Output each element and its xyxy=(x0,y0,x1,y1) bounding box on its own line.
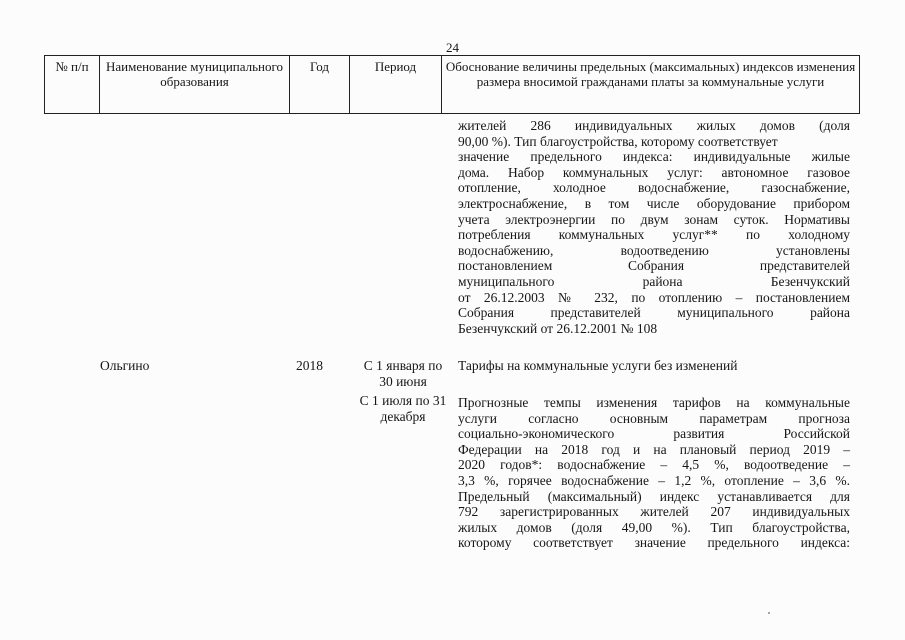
text-line: Безенчукский от 26.12.2001 № 108 xyxy=(458,320,658,336)
text-line: дома. Набор коммунальных услуг: автономное газовое xyxy=(458,164,850,180)
text-line: 90,00 %). Тип благоустройства, которому соответствует xyxy=(458,133,778,149)
text-line: 2020 годов*: водоснабжение – 4,5 %, водоотведение – xyxy=(458,457,850,473)
text-line: жителей 286 индивидуальных жилых домов (доля xyxy=(458,118,850,133)
page-number: 24 xyxy=(446,40,459,55)
text-line: постановлением Собрания представителей xyxy=(458,258,850,274)
continued-text-block xyxy=(458,118,850,336)
text-line: которому соответствует значение предельного индекса: xyxy=(458,535,850,551)
period-second-half: С 1 июля по 31 декабря xyxy=(359,393,447,424)
text-line: 792 зарегистрированных жителей 207 индивидуальных xyxy=(458,504,850,520)
header-name: Наименование муниципального образования xyxy=(100,56,290,114)
tariff-note: Тарифы на коммунальные услуги без изменений xyxy=(458,358,738,373)
text-line: потребления коммунальных услуг** по холодному xyxy=(458,227,850,243)
table-header xyxy=(44,55,860,114)
forecast-text-block xyxy=(458,395,850,551)
text-line: отопление, холодное водоснабжение, газоснабжение, xyxy=(458,180,850,196)
text-line: 3,3 %, горячее водоснабжение – 1,2 %, отопление – 3,6 %. xyxy=(458,472,850,488)
text-line: Прогнозные темпы изменения тарифов на коммунальные xyxy=(458,395,850,410)
header-num: № п/п xyxy=(45,56,100,114)
text-line: водоснабжению, водоотведению установлены xyxy=(458,242,850,258)
text-line: от 26.12.2003 № 232, по отоплению – постановлением xyxy=(458,289,850,305)
scan-speck xyxy=(768,612,770,614)
text-line: услуги согласно основным параметрам прогноза xyxy=(458,410,850,426)
text-line: жилых домов (доля 49,00 %). Тип благоустройства, xyxy=(458,519,850,535)
text-line: Собрания представителей муниципального района xyxy=(458,305,850,321)
text-line: значение предельного индекса: индивидуальные жилые xyxy=(458,149,850,165)
row-year: 2018 xyxy=(296,358,323,373)
header-period: Период xyxy=(350,56,442,114)
text-line: электроснабжение, в том числе оборудование прибором xyxy=(458,195,850,211)
text-line: учета электроэнергии по двум зонам суток. Нормативы xyxy=(458,211,850,227)
municipality-name: Ольгино xyxy=(100,358,150,373)
text-line: Предельный (максимальный) индекс устанавливается для xyxy=(458,488,850,504)
header-justification: Обоснование величины предельных (максимальных) индексов изменения размера вносимой гражданами платы за коммунальные услуги xyxy=(442,56,860,114)
period-first-half: С 1 января по 30 июня xyxy=(363,358,443,389)
header-year: Год xyxy=(290,56,350,114)
text-line: Федерации на 2018 год и на плановый период 2019 – xyxy=(458,441,850,457)
text-line: социально-экономического развития Российской xyxy=(458,426,850,442)
text-line: муниципального района Безенчукский xyxy=(458,273,850,289)
